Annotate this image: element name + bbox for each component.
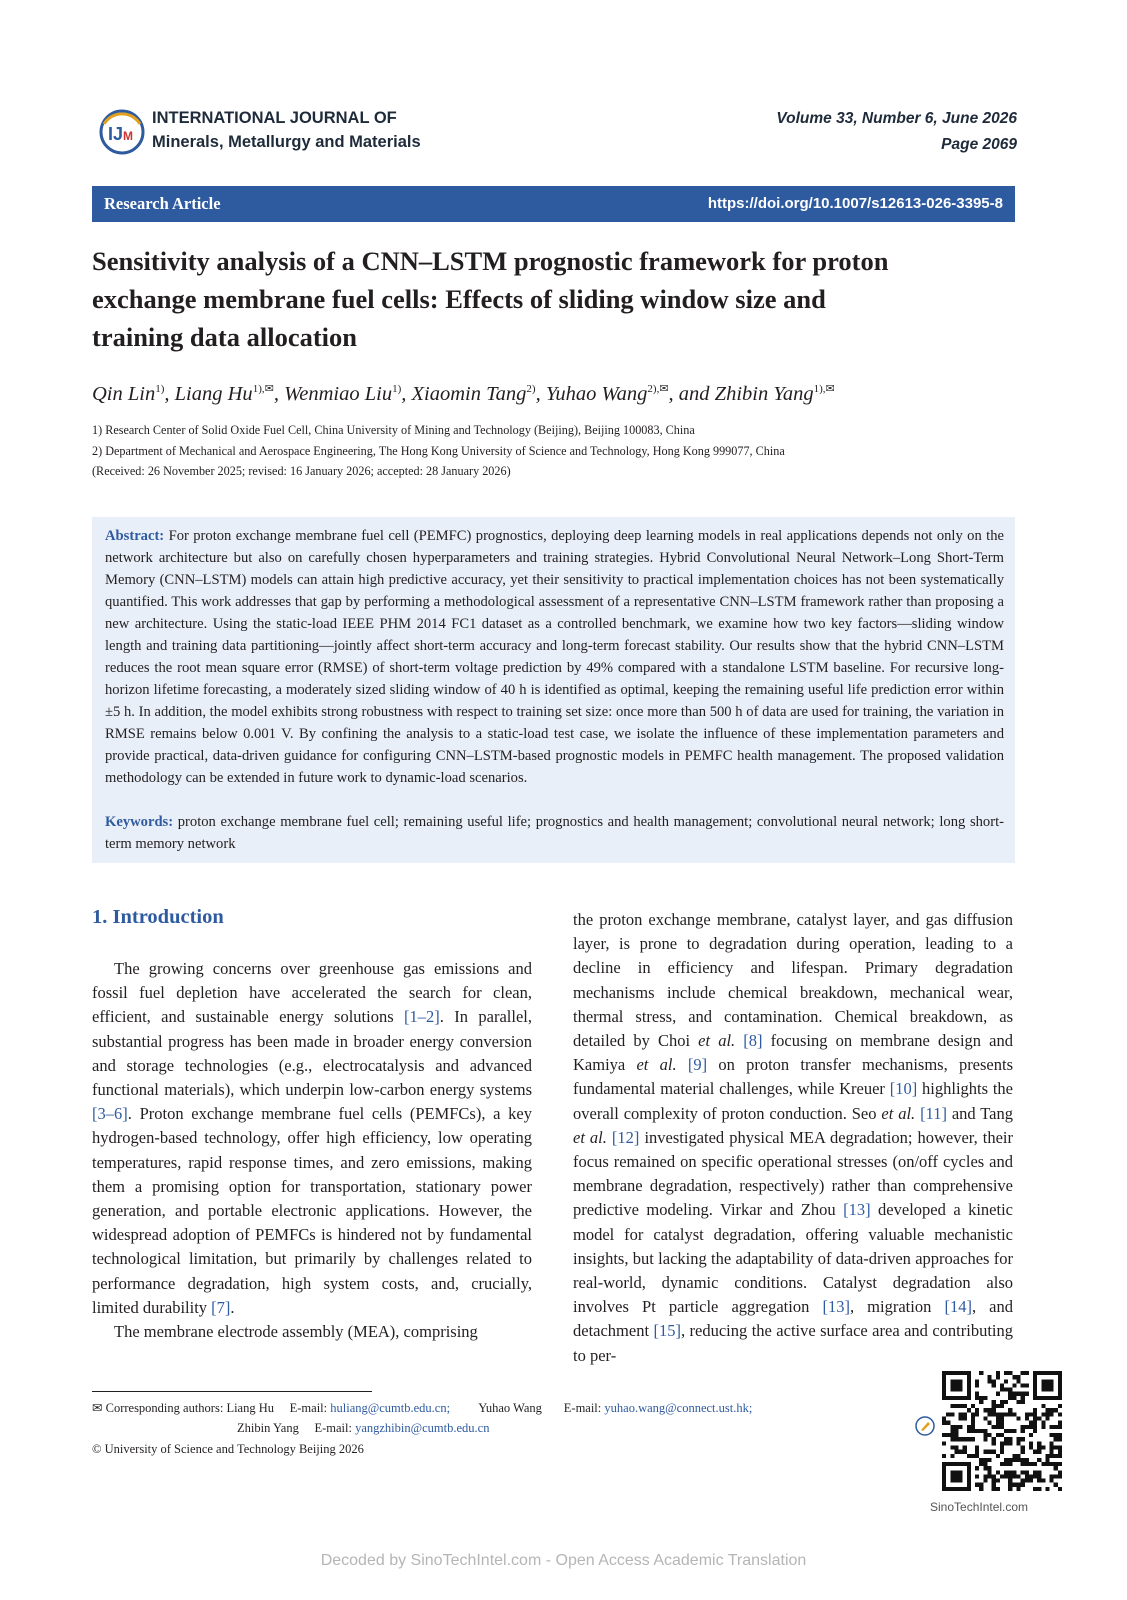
qr-code[interactable]: [942, 1371, 1062, 1491]
italic-text: et al.: [636, 1055, 677, 1075]
author-name: Yuhao Wang: [545, 383, 648, 405]
left-column: [92, 957, 532, 1344]
keywords-text: proton exchange membrane fuel cell; remaining useful life; prognostics and health management; convolutional neural network; long short-term memory network: [105, 814, 1004, 852]
author-affil: 2): [526, 383, 536, 395]
author-name: Yuhao Wang: [478, 1401, 542, 1415]
volume-issue: Volume 33, Number 6, June 2026: [776, 110, 1017, 127]
citation-link[interactable]: [15]: [653, 1321, 681, 1341]
article-type-bar: [92, 186, 1015, 222]
citation-link[interactable]: [13]: [822, 1297, 850, 1317]
italic-text: et al.: [698, 1031, 736, 1051]
author-name: Qin Lin: [92, 383, 156, 405]
doi-link[interactable]: https://doi.org/10.1007/s12613-026-3395-8: [707, 195, 1003, 212]
intro-paragraph-1: The growing concerns over greenhouse gas emissions and fossil fuel depletion have accelerated the search for clean, efficient, and sustainable energy solutions [1–2]. In parallel, substantial progress has been made in broader energy conversion and storage technologies (e.g., electrocatalysis and advanced functional materials), which underpin low-carbon energy systems [3–6]. Proton exchange membrane fuel cells (PEMFCs), a key hydrogen-based technology, offer high efficiency, low operating temperatures, rapid response times, and zero emissions, making them a promising option for transportation, stationary power generation, and portable electronic applications. However, the widespread adoption of PEMFCs is hindered not by fundamental technological limitation, but primarily by challenges related to performance degradation, high system costs, and, crucially, limited durability [7].: [92, 959, 532, 1317]
email-link[interactable]: yuhao.wang@connect.ust.hk;: [604, 1401, 753, 1415]
journal-name-line2: Minerals, Metallurgy and Materials: [152, 133, 421, 151]
citation-link[interactable]: [7]: [211, 1297, 231, 1317]
article-type: Research Article: [104, 194, 221, 213]
email-label: E-mail:: [289, 1401, 328, 1415]
italic-text: et al.: [881, 1103, 916, 1123]
copyright: © University of Science and Technology Beijing 2026: [92, 1442, 364, 1456]
citation-link[interactable]: [11]: [920, 1103, 947, 1123]
italic-text: et al.: [573, 1127, 607, 1147]
citation-link[interactable]: [3–6]: [92, 1104, 128, 1124]
abstract-text: For proton exchange membrane fuel cell (PEMFC) prognostics, deploying deep learning models in real applications depends not only on the network architecture but also on carefully chosen hyperparameters and training strategies. Hybrid Convolutional Neural Network–Long Short-Term Memory (CNN–LSTM) models can attain high predictive accuracy, yet their sensitivity to practical implementation choices has not been systematically quantified. This work addresses that gap by performing a methodological assessment of a representative CNN–LSTM framework rather than proposing a new architecture. Using the static-load IEEE PHM 2014 FC1 dataset as a controlled benchmark, we examine how two key factors—sliding window length and training data partitioning—jointly affect short-term accuracy and long-term forecast stability. Our results show that the hybrid CNN–LSTM reduces the root mean square error (RMSE) of short-term voltage prediction by 49% compared with a standalone LSTM baseline. For recursive long-horizon lifetime forecasting, a moderately sized sliding window of 40 h is identified as optimal, keeping the remaining useful life prediction error within ±5 h. In addition, the model exhibits strong robustness with respect to training set size: once more than 500 h of data are used for training, the variation in RMSE remains below 0.001 V. By confining the analysis to a static-load test case, we isolate the influence of these implementation parameters and provide practical, data-driven guidance for configuring CNN–LSTM-based prognostic models in PEMFC health management. The proposed validation methodology can be extended in future work to dynamic-load scenarios.: [105, 528, 1004, 786]
author-name: Zhibin Yang: [237, 1421, 299, 1435]
svg-text:M: M: [123, 129, 133, 143]
svg-text:IJ: IJ: [108, 124, 124, 144]
pen-icon: [914, 1415, 936, 1437]
citation-link[interactable]: [10]: [889, 1079, 918, 1099]
author-name: and Zhibin Yang: [678, 383, 814, 405]
watermark: Decoded by SinoTechIntel.com - Open Access Academic Translation: [320, 1552, 807, 1569]
citation-link[interactable]: [12]: [611, 1127, 640, 1147]
intro-paragraph-3: the proton exchange membrane, catalyst layer, and gas diffusion layer, is prone to degradation during operation, leading to a decline in efficiency and lifespan. Primary degradation mechanisms include chemical breakdown, mechanical wear, thermal stress, and contamination. Chemical breakdown, as detailed by Choi et al. [8] focusing on membrane design and Kamiya et al. [9] on proton transfer mechanisms, presents fundamental material challenges, while Kreuer [10] highlights the overall complexity of proton conduction. Seo et al. [11] and Tang et al. [12] investigated physical MEA degradation; however, their focus remained on specific operational stresses (on/off cycles and membrane degradation, respectively) rather than comprehensive predictive modeling. Virkar and Zhou [13] developed a kinetic model for catalyst degradation, offering valuable mechanistic insights, but lacking the adaptability of data-driven approaches for real-world, dynamic conditions. Catalyst degradation also involves Pt particle aggregation [13], migration [14], and detachment [15], reducing the active surface area and contributing to per-: [573, 910, 1014, 1365]
citation-link[interactable]: [1–2]: [404, 1007, 440, 1027]
author-affil: 1),✉: [252, 383, 274, 395]
author-affil: 2),✉: [647, 383, 669, 395]
author-affil: 1),✉: [813, 383, 835, 395]
author-name: Liang Hu: [174, 383, 253, 405]
title-line: exchange membrane fuel cells: Effects of sliding window size and: [92, 284, 826, 314]
envelope-icon: ✉: [92, 1401, 103, 1415]
footnote-rule: [92, 1391, 372, 1392]
keywords-label: Keywords:: [105, 814, 174, 830]
affiliation-1: 1) Research Center of Solid Oxide Fuel Cell, China University of Mining and Technology (Beijing), Beijing 100083, China: [92, 423, 695, 437]
email-link[interactable]: yangzhibin@cumtb.edu.cn: [355, 1421, 490, 1435]
journal-logo-icon: [98, 106, 146, 156]
page-number: Page 2069: [941, 136, 1017, 153]
email-link[interactable]: huliang@cumtb.edu.cn;: [330, 1401, 451, 1415]
affiliation-2: 2) Department of Mechanical and Aerospace Engineering, The Hong Kong University of Science and Technology, Hong Kong 999077, China: [92, 444, 785, 458]
title-line: training data allocation: [92, 322, 358, 352]
article-title: [92, 242, 1012, 356]
abstract: [105, 525, 1004, 789]
citation-link[interactable]: [8]: [743, 1031, 763, 1051]
author-affil: 1): [392, 383, 402, 395]
author-list: Qin Lin$^{1)}$, Liang $Hu^{1),✉}$, Wenmiao Liu$^{1)}$, Xiaomin Tang$^{2)}$, Yuhao Wang$^{2),✉}$, and Zhibin Yang$^{1),✉}$: [92, 383, 835, 405]
author-affil: 1): [155, 383, 165, 395]
intro-paragraph-2: The membrane electrode assembly (MEA), comprising: [114, 1322, 478, 1342]
journal-name-line1: INTERNATIONAL JOURNAL OF: [152, 109, 397, 127]
citation-link[interactable]: [13]: [843, 1200, 871, 1220]
journal-name: [152, 106, 421, 154]
corresponding-authors: [92, 1400, 752, 1416]
citation-link[interactable]: [14]: [944, 1297, 972, 1317]
section-heading: 1. Introduction: [92, 906, 224, 928]
email-label: E-mail:: [563, 1401, 602, 1415]
abstract-label: Abstract:: [105, 528, 165, 544]
footnote-label: Corresponding authors:: [105, 1401, 224, 1415]
title-line: Sensitivity analysis of a CNN–LSTM prognostic framework for proton: [92, 246, 889, 276]
corresponding-author-3: [237, 1421, 489, 1436]
citation-link[interactable]: [9]: [687, 1055, 708, 1075]
volume-info: [776, 106, 1017, 158]
keywords: [105, 811, 1004, 855]
right-column: [573, 908, 1013, 1368]
received-dates: (Received: 26 November 2025; revised: 16 January 2026; accepted: 28 January 2026): [92, 464, 511, 478]
site-label: SinoTechIntel.com: [930, 1500, 1029, 1514]
author-name: Xiaomin Tang: [411, 383, 527, 405]
author-name: Wenmiao Liu: [284, 383, 393, 405]
author-name: Liang Hu: [226, 1401, 274, 1415]
email-label: E-mail:: [314, 1421, 352, 1435]
